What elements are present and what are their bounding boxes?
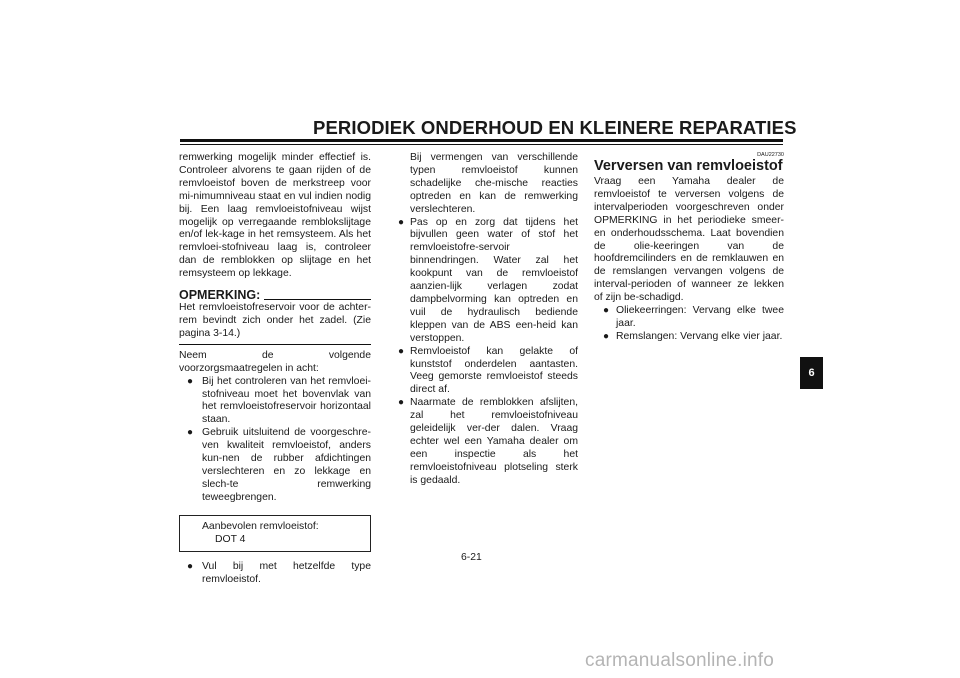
section-title: Verversen van remvloeistof	[594, 158, 783, 174]
bullet-icon: ●	[603, 330, 610, 342]
list-item: ● Naarmate de remblokken afslijten, zal het remvloeistofniveau geleidelijk ver-der dalen. Vraag echter wel een Yamaha dealer om een inspectie als het remvloeistofniveau plotseling sterk is gedaald.	[398, 397, 578, 486]
column-middle	[398, 152, 578, 488]
bullet-icon: ●	[187, 375, 194, 387]
bullet-icon: ●	[398, 345, 405, 357]
bullet-icon: ●	[398, 397, 405, 409]
note-heading-rule	[264, 299, 371, 300]
list-item: ● Oliekeerringen: Vervang elke twee jaar.	[603, 305, 784, 329]
recommended-fluid-box	[179, 515, 371, 553]
list-item: ● Bij het controleren van het remvloei-stofniveau moet het bovenvlak van het remvloeistofreservoir horizontaal staan.	[187, 375, 371, 426]
note-text: Het remvloeistofreservoir voor de achter-rem bevindt zich onder het zadel. (Zie pagina 3-14.)	[179, 302, 371, 339]
fluid-warnings-list	[398, 217, 578, 488]
column-right	[594, 152, 784, 344]
list-item: ● Remslangen: Vervang elke vier jaar.	[603, 330, 783, 342]
spec-label: Aanbevolen remvloeistof:	[202, 520, 319, 532]
header-rule-thin	[180, 144, 783, 145]
column-left	[179, 152, 371, 587]
precautions-intro: Neem de volgende voorzorgsmaatregelen in acht:	[179, 349, 371, 374]
bullet-icon: ●	[398, 216, 405, 228]
watermark: carmanualsonline.info	[585, 650, 775, 671]
precautions-list	[179, 376, 371, 505]
mixing-warning-paragraph: Bij vermengen van verschillende typen remvloeistof kunnen schadelijke che-mische reacties optreden en kan de remwerking verslechteren.	[410, 152, 578, 215]
bullet-icon: ●	[187, 561, 194, 573]
section-code: DAU22730	[757, 152, 784, 158]
brake-fluid-level-paragraph: remwerking mogelijk minder effectief is. Controleer alvorens te gaan rijden of de remvloeistof boven de merkstreep voor mi-nimumniveau staat en vul indien nodig bij. Een laag remvloeistofniveau wijst mogelijk op verregaande remblokslijtage en/of lek-kage in het remsysteem. Als het remvloei-stofniveau laag is, controleer dan de remblokken op slijtage en het remsysteem op lekkage.	[179, 152, 371, 280]
list-item: ● Remvloeistof kan gelakte of kunststof onderdelen aantasten. Veeg gemorste remvloeistof steeds direct af.	[398, 345, 578, 396]
bullet-icon: ●	[187, 427, 194, 439]
bullet-icon: ●	[603, 305, 610, 317]
note-end-rule	[179, 344, 371, 345]
note-heading	[179, 289, 371, 302]
refill-list	[179, 561, 371, 587]
page-number: 6-21	[461, 552, 482, 563]
note-label: OPMERKING:	[179, 288, 261, 303]
chapter-tab: 6	[800, 357, 823, 389]
spec-value: DOT 4	[215, 533, 246, 545]
header-rule-thick	[180, 139, 783, 142]
replacement-intervals-list	[594, 305, 784, 344]
fluid-change-paragraph: Vraag een Yamaha dealer de remvloeistof te verversen volgens de intervalperioden voorgeschreven onder OPMERKING in het periodieke smeer- en onderhoudsschema. Laat bovendien de olie-keeringen van de hoofdremcilinders en de remklauwen en de remslangen vervangen volgens de interval-perioden of wanneer ze lekken of zijn be-schadigd.	[594, 176, 784, 304]
list-item: ● Vul bij met hetzelfde type remvloeistof.	[187, 561, 371, 586]
list-item: ● Gebruik uitsluitend de voorgeschre-ven kwaliteit remvloeistof, anders kun-nen de rubber afdichtingen verslechteren en zo lekkage en slech-te remwerking teweegbrengen.	[187, 427, 371, 503]
list-item: ● Pas op en zorg dat tijdens het bijvullen geen water of stof het remvloeistofre-servoir binnendringen. Water zal het kookpunt van de remvloeistof aanzien-lijk verlagen zodat dampbelvorming kan optreden en vuil de hydraulisch bediende kleppen van de ABS een-heid kan verstoppen.	[398, 216, 578, 344]
page-header-title: PERIODIEK ONDERHOUD EN KLEINERE REPARATIES	[313, 117, 797, 138]
